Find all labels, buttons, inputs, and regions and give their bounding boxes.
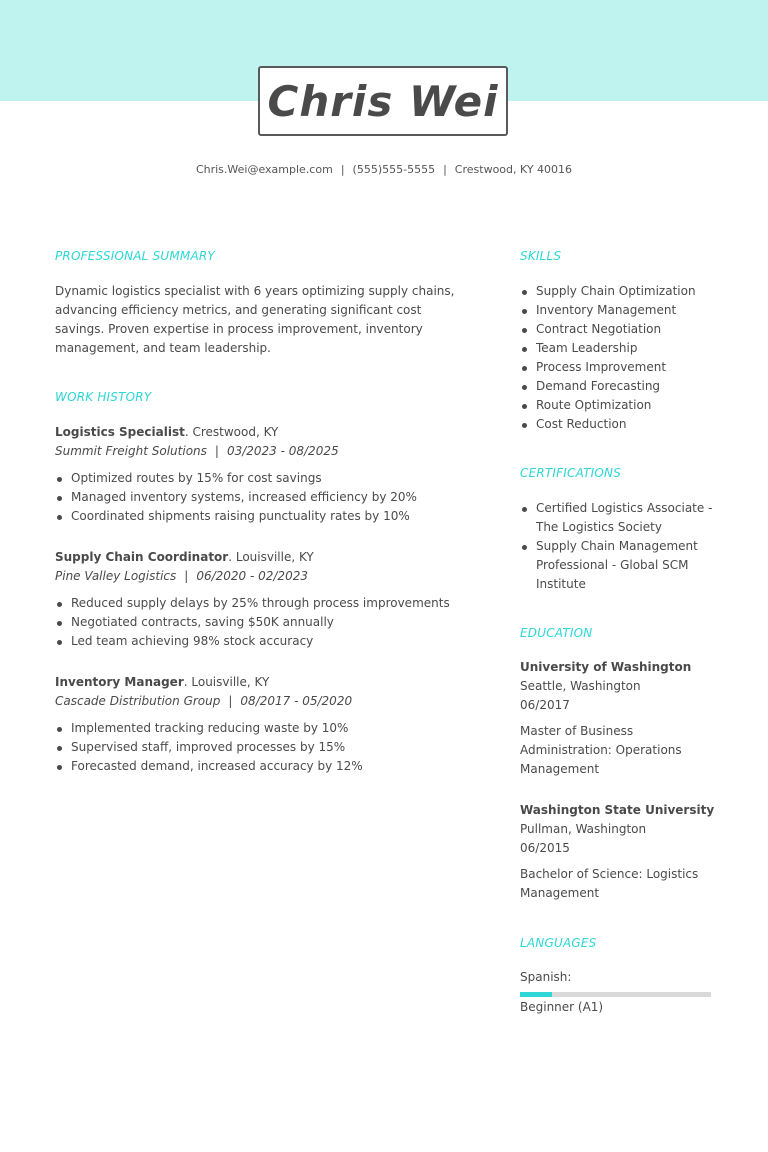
- job-title: Logistics Specialist: [55, 425, 185, 439]
- skill-item: Process Improvement: [520, 358, 720, 377]
- job-title-line: [55, 425, 278, 439]
- contact-email[interactable]: Chris.Wei@example.com: [195, 163, 333, 176]
- job-bullets: [55, 594, 475, 651]
- job-bullet: Led team achieving 98% stock accuracy: [55, 632, 475, 651]
- job-company: Summit Freight Solutions: [55, 444, 207, 458]
- name-box: [258, 66, 508, 136]
- meta-separator: |: [214, 444, 219, 458]
- skill-item: Team Leadership: [520, 339, 720, 358]
- job-location: . Crestwood, KY: [184, 425, 279, 439]
- education-degree: Master of Business Administration: Operations Management: [520, 724, 682, 776]
- education-location: Pullman, Washington: [520, 822, 647, 836]
- education-entry: [520, 658, 715, 779]
- job-bullet: Optimized routes by 15% for cost savings: [55, 469, 475, 488]
- skills-heading: SKILLS: [520, 249, 562, 263]
- skills-list: [520, 282, 720, 434]
- job-meta: [55, 694, 352, 708]
- job-bullet: Negotiated contracts, saving $50K annually: [55, 613, 475, 632]
- education-entry: [520, 801, 715, 903]
- job-title: Supply Chain Coordinator: [55, 550, 229, 564]
- education-school: Washington State University: [520, 803, 715, 817]
- job-location: . Louisville, KY: [183, 675, 270, 689]
- job-company: Pine Valley Logistics: [55, 569, 177, 583]
- language-proficiency-bar: [520, 992, 711, 997]
- education-date: 06/2017: [520, 698, 570, 712]
- job-title: Inventory Manager: [55, 675, 184, 689]
- job-bullet: Implemented tracking reducing waste by 10%: [55, 719, 475, 738]
- education-location: Seattle, Washington: [520, 679, 641, 693]
- job-bullet: Reduced supply delays by 25% through process improvements: [55, 594, 475, 613]
- languages-heading: LANGUAGES: [520, 936, 597, 950]
- skill-item: Contract Negotiation: [520, 320, 720, 339]
- skill-item: Route Optimization: [520, 396, 720, 415]
- language-level: Beginner (A1): [520, 1000, 604, 1014]
- certification-item: Certified Logistics Associate - The Logistics Society: [520, 499, 715, 537]
- job-bullets: [55, 719, 475, 776]
- work-history-heading: WORK HISTORY: [55, 390, 152, 404]
- job-dates: 06/2020 - 02/2023: [196, 569, 308, 583]
- job-bullets: [55, 469, 475, 526]
- job-dates: 03/2023 - 08/2025: [226, 444, 339, 458]
- job-bullet: Supervised staff, improved processes by 15%: [55, 738, 475, 757]
- summary-heading: PROFESSIONAL SUMMARY: [55, 249, 215, 263]
- education-school: University of Washington: [520, 660, 692, 674]
- skill-item: Supply Chain Optimization: [520, 282, 720, 301]
- job-dates: 08/2017 - 05/2020: [240, 694, 353, 708]
- job-meta: [55, 444, 339, 458]
- language-name: Spanish:: [520, 970, 572, 984]
- candidate-name: Chris Wei: [267, 76, 499, 126]
- summary-text: Dynamic logistics specialist with 6 years optimizing supply chains, advancing efficiency metrics, and generating significant cost savings. Proven expertise in process improvement, inventory management, and team leadership.: [55, 284, 455, 355]
- education-degree: Bachelor of Science: Logistics Management: [520, 867, 699, 900]
- language-proficiency-fill: [520, 992, 552, 997]
- education-heading: EDUCATION: [520, 626, 593, 640]
- job-company: Cascade Distribution Group: [55, 694, 221, 708]
- skill-item: Cost Reduction: [520, 415, 720, 434]
- job-location: . Louisville, KY: [228, 550, 314, 564]
- contact-line: [0, 163, 768, 176]
- contact-location: Crestwood, KY 40016: [454, 163, 573, 176]
- job-title-line: [55, 550, 314, 564]
- certifications-list: [520, 499, 715, 594]
- certifications-heading: CERTIFICATIONS: [520, 466, 622, 480]
- job-title-line: [55, 675, 269, 689]
- skill-item: Demand Forecasting: [520, 377, 720, 396]
- job-meta: [55, 569, 308, 583]
- education-date: 06/2015: [520, 841, 570, 855]
- job-bullet: Coordinated shipments raising punctuality rates by 10%: [55, 507, 475, 526]
- meta-separator: |: [228, 694, 233, 708]
- job-bullet: Managed inventory systems, increased efficiency by 20%: [55, 488, 475, 507]
- contact-separator: |: [340, 163, 345, 176]
- contact-phone[interactable]: (555)555-5555: [352, 163, 436, 176]
- job-bullet: Forecasted demand, increased accuracy by 12%: [55, 757, 475, 776]
- certification-item: Supply Chain Management Professional - Global SCM Institute: [520, 537, 715, 594]
- meta-separator: |: [184, 569, 189, 583]
- contact-separator: |: [443, 163, 447, 176]
- skill-item: Inventory Management: [520, 301, 720, 320]
